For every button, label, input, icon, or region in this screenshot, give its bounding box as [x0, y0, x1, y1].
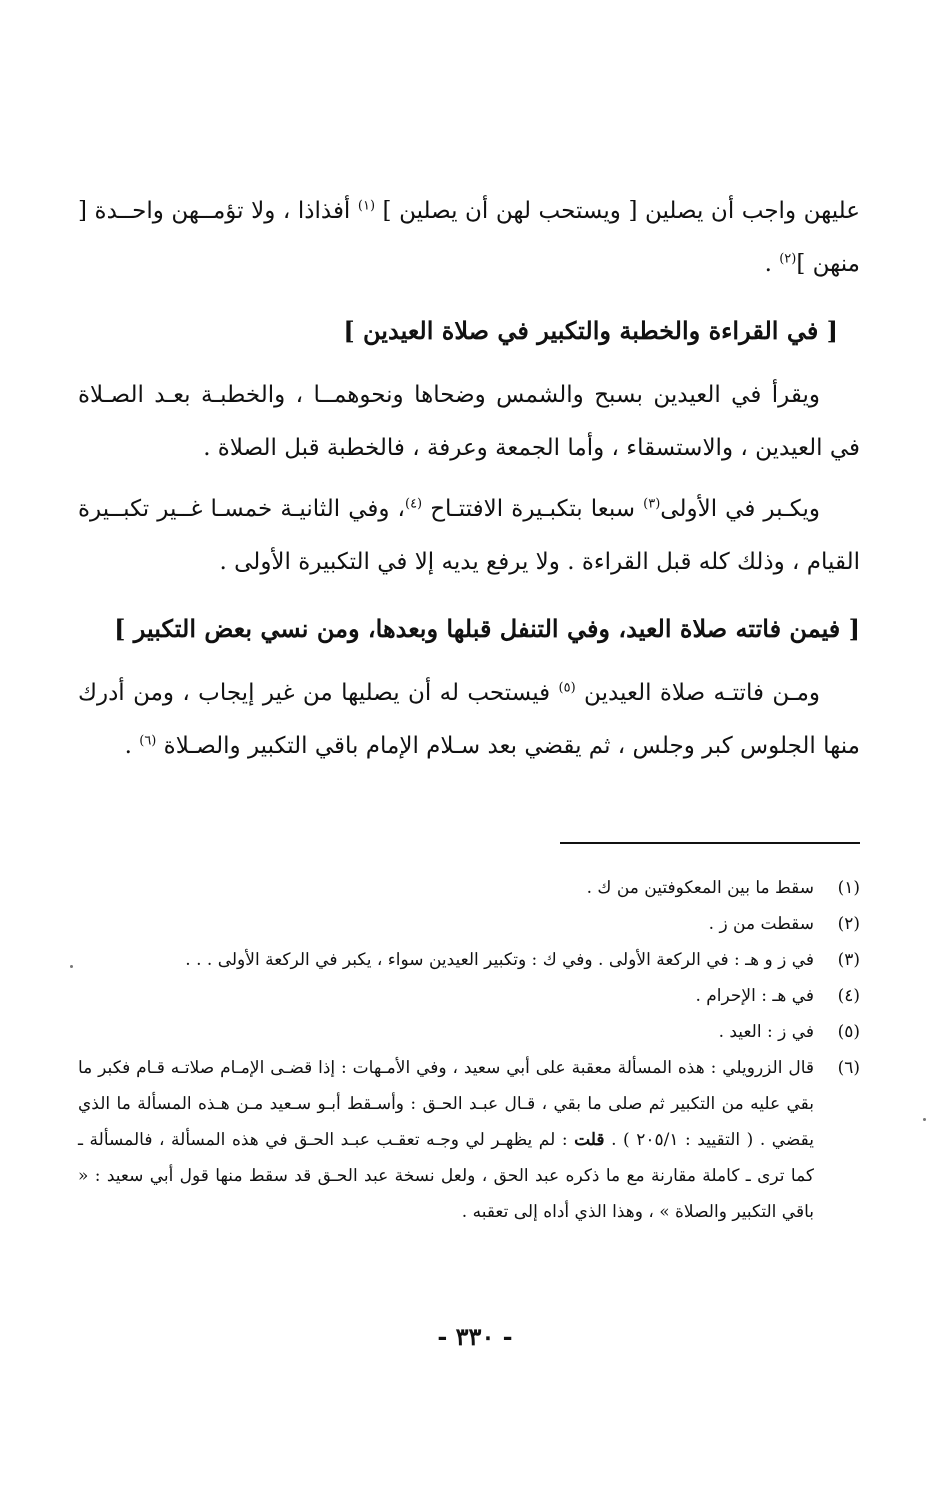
- page-number: - ٣٣٠ -: [437, 1322, 513, 1351]
- footnote-separator: [560, 842, 860, 844]
- footnote-number: (٥): [837, 1022, 860, 1042]
- footnote-ref-4[interactable]: (٤): [404, 496, 423, 512]
- footnote-ref-2[interactable]: (٢): [779, 251, 797, 267]
- paragraph-4-text-c: .: [124, 733, 140, 759]
- paragraph-3-text-b: سبعا بتكبـيرة الافتتـاح: [422, 496, 644, 522]
- footnote-3: [78, 942, 860, 978]
- footnote-6-text-a: قال الزرويلي : هذه المسألة معقبة على أبي سعيد ، وفي الأمـهات : إذا قضـى الإمـام صلاتـه قـام فكبر ما بقي عليه من التكبير ثم صلى ما بقي ، قـال عبـد الحـق : وأسـقط أبـو سـعيد مـن هـذه المسألة ما الذي يقضي . ( التقييد : ٢٠٥/١ ) .: [78, 1058, 814, 1150]
- footnote-text: [78, 1050, 814, 1230]
- paragraph-3-text-c: ، وفي الثانيـة خمسـا غــير تكبــيرة القيام ، وذلك كله قبل القراءة . ولا يرفع يديه إلا في التكبيرة الأولى .: [78, 496, 860, 575]
- paragraph-4-text-a: ومـن فاتتـه صلاة العيدين: [575, 680, 820, 706]
- section-heading-2: [ فيمن فاتته صلاة العيد، وفي التنفل قبلها وبعدها، ومن نسي بعض التكبير ]: [114, 614, 860, 643]
- paragraph-2: ويقرأ في العيدين بسبح والشمس وضحاها ونحوهمــا ، والخطبـة بعـد الصـلاة في العيدين ، والاستسقاء ، وأما الجمعة وعرفة ، فالخطبة قبل الصلاة .: [78, 382, 860, 461]
- paragraph-4: [78, 667, 860, 773]
- footnote-6-text-b: : لم يظهـر لي وجـه تعقـب عبـد الحـق في هذه المسألة ، فالمسألة ـ كما ترى ـ كاملة مقارنة مع ما ذكره عبد الحق ، ولعل نسخة عبد الحـق قد سقط منها قول أبي سعيد : « باقي التكبير والصلاة » ، وهذا الذي أداه إلى تعقبه .: [78, 1130, 814, 1222]
- footnote-number: (٢): [837, 914, 860, 934]
- paragraph-3: [78, 483, 860, 589]
- paragraph-1-text-a: عليهن واجب أن يصلين [ ويستحب لهن أن يصلين ]: [375, 198, 860, 224]
- paragraph-3-text-a: ويكـبر في الأولى: [660, 496, 820, 522]
- footnotes: [78, 870, 860, 1230]
- footnote-4: [78, 978, 860, 1014]
- footnote-ref-6[interactable]: (٦): [139, 733, 157, 749]
- section-heading-1: [ في القراءة والخطبة والتكبير في صلاة العيدين ]: [343, 316, 838, 345]
- scan-speck: [923, 1118, 926, 1121]
- footnote-1: [78, 870, 860, 906]
- scan-speck: [70, 965, 73, 968]
- footnote-number: (١): [837, 878, 860, 898]
- footnote-5: [78, 1014, 860, 1050]
- footnote-number: (٦): [837, 1058, 860, 1078]
- footnote-text: في هـ : الإحرام .: [695, 986, 814, 1006]
- footnote-number: (٣): [837, 950, 860, 970]
- footnote-ref-5[interactable]: (٥): [558, 680, 576, 696]
- footnote-2: [78, 906, 860, 942]
- footnote-6: [78, 1050, 860, 1230]
- paragraph-1-text-c: .: [764, 251, 780, 277]
- footnote-text: سقطت من ز .: [708, 914, 814, 934]
- paragraph-4-text-b: فيستحب له أن يصليها من غير إيجاب ، ومن أدرك منها الجلوس كبر وجلس ، ثم يقضي بعد سـلام الإمام باقي التكبير والصـلاة: [78, 680, 860, 759]
- paragraph-1-text-b: أفذاذا ، ولا تؤمــهن واحــدة [ منهن ]: [78, 198, 860, 277]
- footnote-text: سقط ما بين المعكوفتين من ك .: [586, 878, 814, 898]
- paragraph-1: [78, 185, 860, 291]
- footnote-6-bold-word: قلت: [574, 1130, 605, 1150]
- main-text: [78, 185, 860, 773]
- footnote-ref-1[interactable]: (١): [357, 198, 376, 214]
- footnote-text: في ز : العيد .: [718, 1022, 814, 1042]
- footnote-number: (٤): [837, 986, 860, 1006]
- footnote-ref-3[interactable]: (٣): [643, 496, 661, 512]
- footnote-text: في ز و هـ : في الركعة الأولى . وفي ك : وتكبير العيدين سواء ، يكبر في الركعة الأولى . . .: [185, 950, 814, 970]
